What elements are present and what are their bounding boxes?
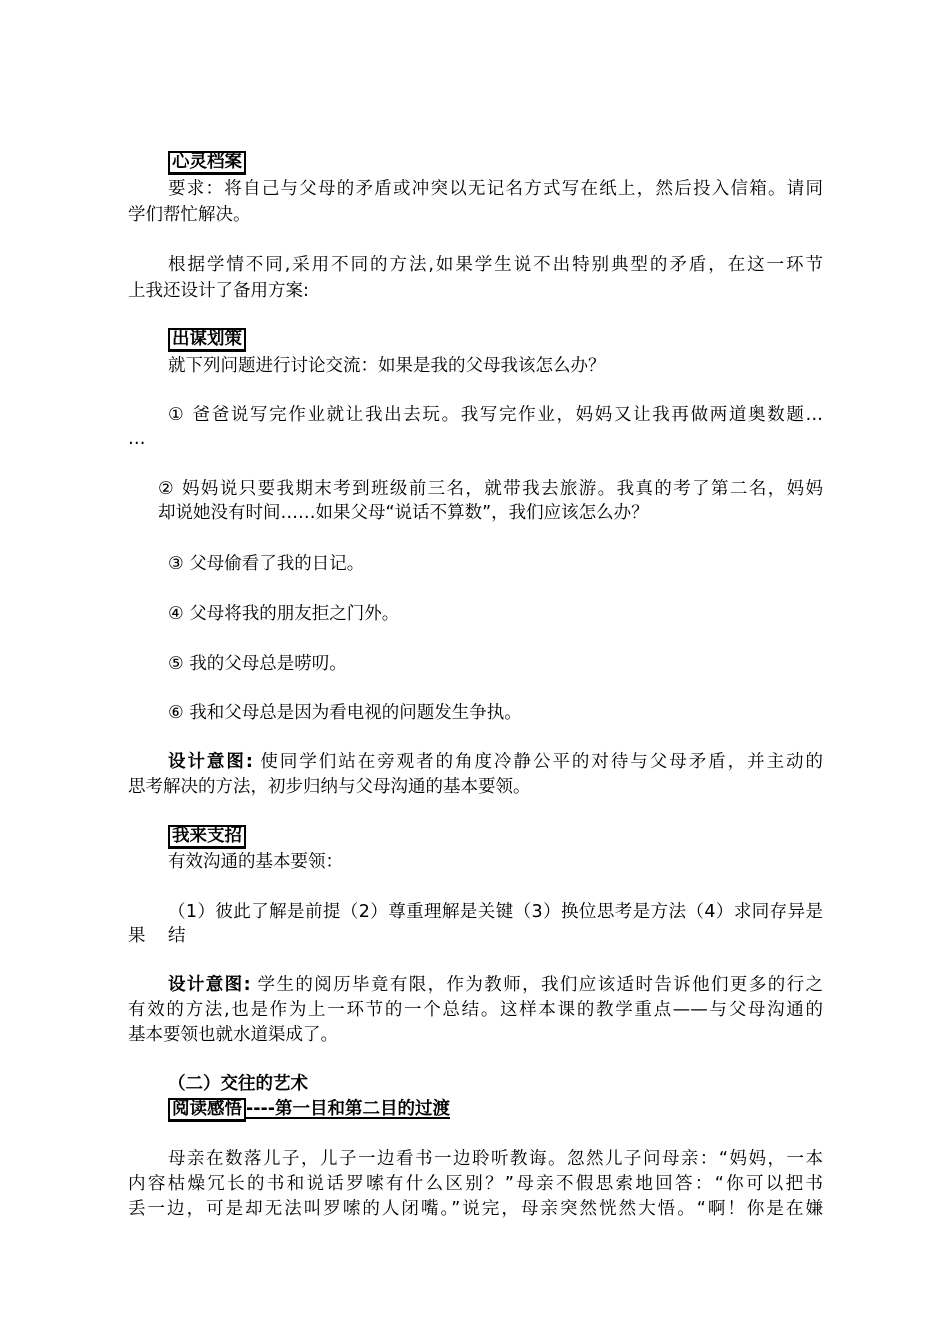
heading-yuedu-ganwu xyxy=(168,1097,450,1122)
paragraph-line: 基本要领也就水道渠成了。 xyxy=(128,1025,338,1045)
boxed-heading: 我来支招 xyxy=(168,825,246,849)
design-intent-label: 设计意图: xyxy=(168,975,251,995)
paragraph-line: （1）彼此了解是前提（2）尊重理解是关键（3）换位思考是方法（4）求同存异是结 xyxy=(168,902,823,946)
boxed-heading: 阅读感悟 xyxy=(168,1098,246,1122)
list-item: ④ 父母将我的朋友拒之门外。 xyxy=(168,604,400,624)
section-title: （二）交往的艺术 xyxy=(168,1074,308,1094)
list-item-continuation: … xyxy=(128,429,146,449)
design-intent-text: 使同学们站在旁观者的角度冷静公平的对待与父母矛盾，并主动的 xyxy=(252,752,824,772)
paragraph-line: 要求：将自己与父母的矛盾或冲突以无记名方式写在纸上，然后投入信箱。请同 xyxy=(168,179,823,199)
paragraph-line: 果 xyxy=(128,926,146,946)
paragraph-line: 思考解决的方法，初步归纳与父母沟通的基本要领。 xyxy=(128,777,531,797)
paragraph-line: 学们帮忙解决。 xyxy=(128,205,251,225)
paragraph-line: 丢一边，可是却无法叫罗嗦的人闭嘴。”说完，母亲突然恍然大悟。“啊！你是在嫌 xyxy=(128,1199,823,1219)
design-intent-line xyxy=(168,750,823,774)
design-intent-line xyxy=(168,973,823,997)
heading-suffix: ----第一目和第二目的过渡 xyxy=(246,1099,451,1119)
paragraph-line: 根据学情不同,采用不同的方法,如果学生说不出特别典型的矛盾，在这一环节 xyxy=(168,255,823,275)
paragraph-line: 内容枯燥冗长的书和说话罗嗦有什么区别？”母亲不假思索地回答：“你可以把书 xyxy=(128,1174,823,1194)
list-item: ③ 父母偷看了我的日记。 xyxy=(168,554,365,574)
boxed-heading: 出谋划策 xyxy=(168,328,246,352)
boxed-heading: 心灵档案 xyxy=(168,151,246,175)
heading-wolai-zhizhao xyxy=(168,824,246,849)
heading-xinling-dangan xyxy=(168,150,246,175)
paragraph-line: 就下列问题进行讨论交流：如果是我的父母我该怎么办？ xyxy=(168,356,606,376)
paragraph-line: 母亲在数落儿子，儿子一边看书一边聆听教诲。忽然儿子问母亲：“妈妈，一本 xyxy=(168,1149,823,1169)
design-intent-label: 设计意图: xyxy=(168,752,253,772)
list-item: ② 妈妈说只要我期末考到班级前三名，就带我去旅游。我真的考了第二名，妈妈 xyxy=(158,479,823,499)
list-item: ⑤ 我的父母总是唠叨。 xyxy=(168,654,347,674)
list-item: ① 爸爸说写完作业就让我出去玩。我写完作业，妈妈又让我再做两道奥数题… xyxy=(168,405,823,425)
heading-chumou-huace xyxy=(168,327,246,352)
paragraph-line: 有效沟通的基本要领： xyxy=(168,852,343,872)
paragraph-line: 有效的方法,也是作为上一环节的一个总结。这样本课的教学重点——与父母沟通的 xyxy=(128,1000,823,1020)
paragraph-line: 上我还设计了备用方案: xyxy=(128,281,309,301)
list-item-continuation: 却说她没有时间……如果父母“说话不算数”，我们应该怎么办？ xyxy=(158,503,649,523)
design-intent-text: 学生的阅历毕竟有限，作为教师，我们应该适时告诉他们更多的行之 xyxy=(250,975,824,995)
list-item: ⑥ 我和父母总是因为看电视的问题发生争执。 xyxy=(168,703,522,723)
